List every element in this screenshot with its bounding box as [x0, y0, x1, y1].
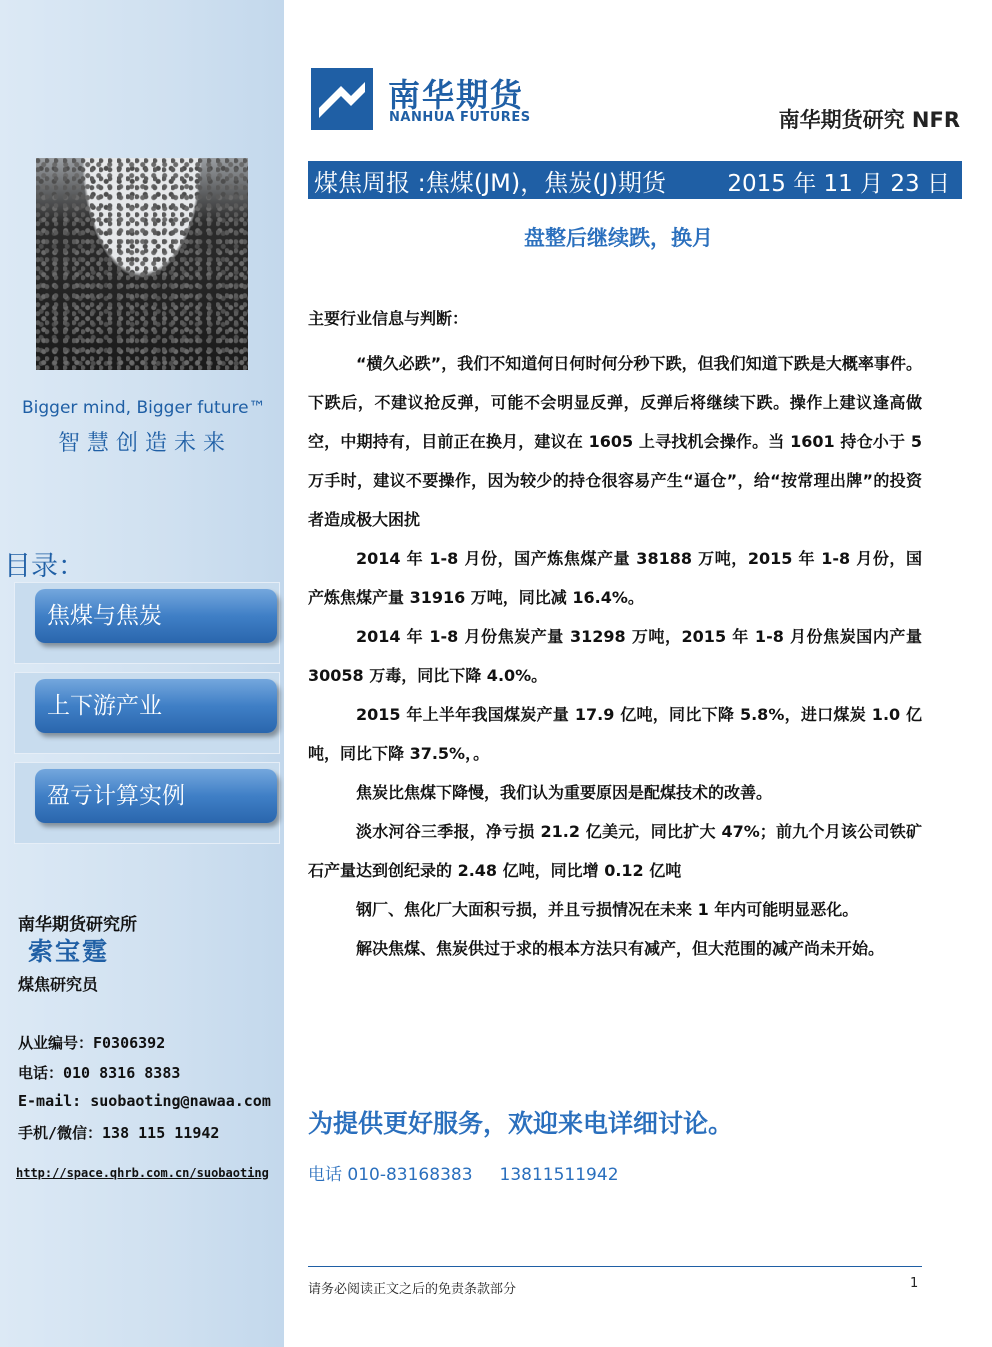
report-date: 2015 年 11 月 23 日 [727, 171, 950, 197]
analyst-name: 索宝霆 [28, 937, 110, 966]
footer-divider [308, 1266, 922, 1267]
contact-headline: 为提供更好服务，欢迎来电详细讨论。 [308, 1109, 734, 1138]
analyst-homepage-link[interactable]: http://space.qhrb.com.cn/suobaoting [16, 1166, 269, 1180]
sidebar [0, 0, 284, 1347]
contact-phone: 电话 010-83168383 13811511942 [308, 1165, 619, 1185]
toc-item-container [14, 672, 280, 754]
brand-name-en: NANHUA FUTURES [389, 110, 531, 125]
paragraph: 淡水河谷三季报，净亏损 21.2 亿美元，同比扩大 47%；前九个月该公司铁矿石产量达到创纪录的 2.48 亿吨，同比增 0.12 亿吨 [308, 822, 922, 880]
toc-item-pnl-example[interactable]: 盈亏计算实例 [35, 769, 277, 823]
coal-pile-image [36, 158, 248, 370]
analyst-title: 煤焦研究员 [18, 975, 99, 994]
toc-item-coking-coal[interactable]: 焦煤与焦炭 [35, 589, 277, 643]
research-tag: 南华期货研究 NFR [778, 108, 960, 132]
toc-item-industry-chain[interactable]: 上下游产业 [35, 679, 277, 733]
paragraph: 2014 年 1-8 月份，国产炼焦煤产量 38188 万吨，2015 年 1-8 月份，国产炼焦煤产量 31916 万吨，同比减 16.4%。 [308, 549, 922, 607]
slogan-cn: 智慧创造未来 [58, 431, 233, 456]
brand-name-cn: 南华期货 [388, 76, 525, 114]
toc-title: 目录： [4, 551, 85, 582]
mobile-number: 手机/微信：138 115 11942 [18, 1124, 220, 1142]
report-subtitle: 盘整后继续跌，换月 [524, 226, 713, 250]
paragraph: 解决焦煤、焦炭供过于求的根本方法只有减产，但大范围的减产尚未开始。 [356, 939, 885, 958]
paragraph: 钢厂、焦化厂大面积亏损，并且亏损情况在未来 1 年内可能明显恶化。 [356, 900, 859, 919]
nanhua-logo-icon [311, 68, 373, 130]
paragraph: “横久必跌”，我们不知道何日何时何分秒下跌，但我们知道下跌是大概率事件。下跌后，不建议抢反弹，可能不会明显反弹，反弹后将继续下跌。操作上建议逢高做空，中期持有，目前正在换月，建议在 1605 上寻找机会操作。当 1601 持仓小于 5 万手时，建议不要操作，因为较少的持仓很容易产生“逼仓”，给“按常理出牌”的投资者造成极大困扰 [308, 354, 922, 529]
paragraph: 2014 年 1-8 月份焦炭产量 31298 万吨，2015 年 1-8 月份焦炭国内产量 30058 万毒，同比下降 4.0%。 [308, 627, 922, 685]
section-heading: 主要行业信息与判断： [308, 309, 469, 328]
body-content [308, 344, 922, 968]
page-number: 1 [910, 1276, 919, 1291]
paragraph: 焦炭比焦煤下降慢，我们认为重要原因是配煤技术的改善。 [356, 783, 773, 802]
slogan-en: Bigger mind, Bigger future™ [22, 398, 266, 418]
toc-item-container [14, 582, 280, 664]
license-number: 从业编号：F0306392 [18, 1034, 166, 1052]
email-address[interactable]: E-mail: suobaoting@nawaa.com [18, 1092, 271, 1110]
institute-name: 南华期货研究所 [18, 915, 137, 935]
paragraph: 2015 年上半年我国煤炭产量 17.9 亿吨，同比下降 5.8%，进口煤炭 1.0 亿吨，同比下降 37.5%，。 [308, 705, 922, 763]
toc-item-container [14, 762, 280, 844]
report-title-bar [308, 161, 962, 199]
disclaimer-note: 请务必阅读正文之后的免责条款部分 [308, 1282, 517, 1297]
phone-number: 电话：010 8316 8383 [18, 1064, 181, 1082]
report-title: 煤焦周报 :焦煤(JM)，焦炭(J)期货 [314, 169, 667, 197]
